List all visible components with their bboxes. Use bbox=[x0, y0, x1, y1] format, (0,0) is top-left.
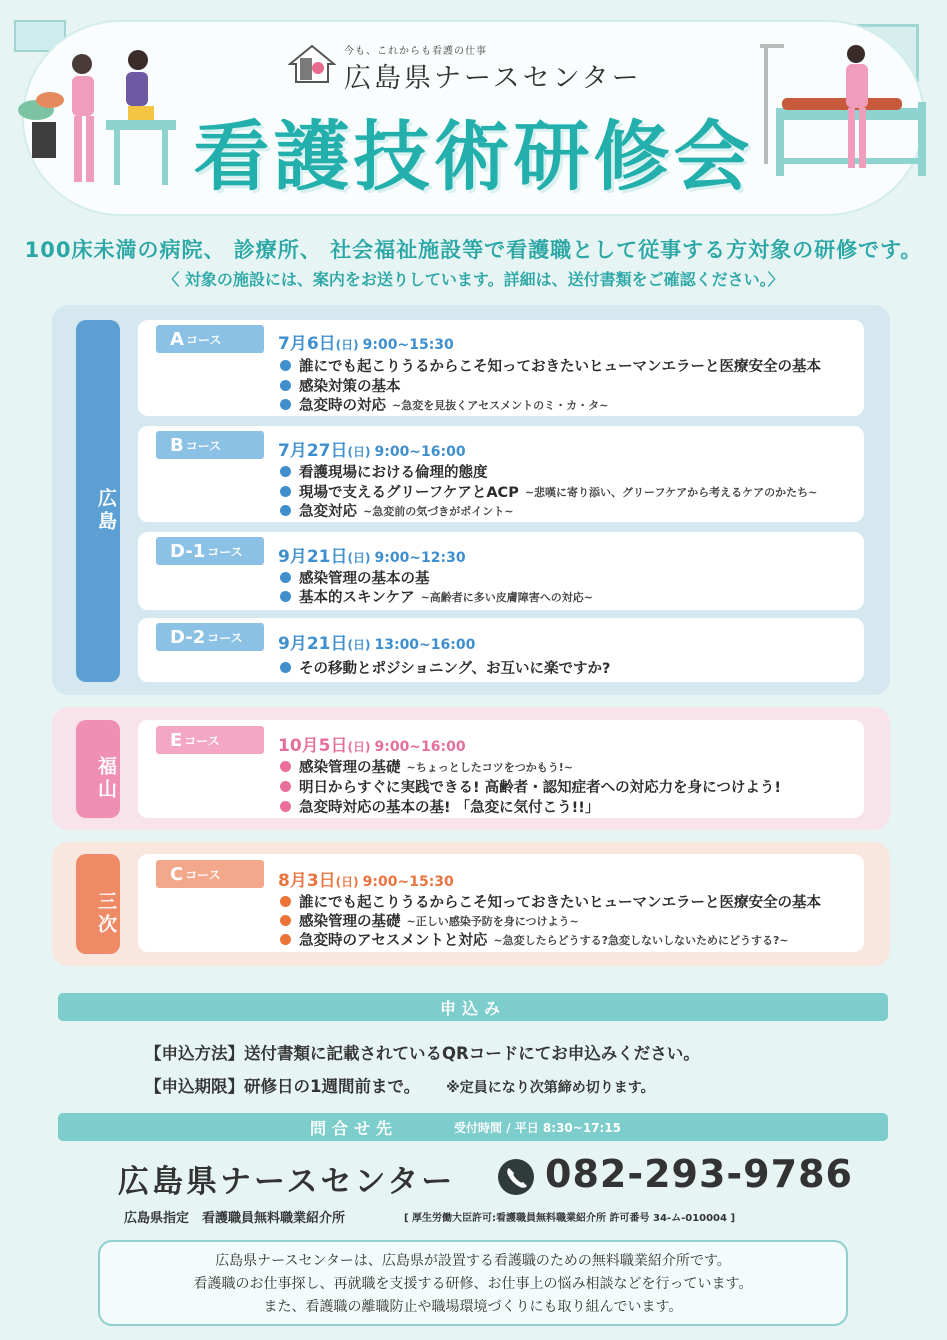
day-text: (日) bbox=[347, 638, 371, 652]
course-badge-name: D-1 bbox=[170, 540, 206, 562]
date-text: 9月21日 bbox=[278, 547, 348, 567]
course-item bbox=[280, 796, 599, 817]
course-badge-name: C bbox=[170, 863, 184, 885]
bullet-icon bbox=[280, 781, 291, 792]
course-badge-suffix: コース bbox=[185, 438, 222, 453]
application-heading: 申込み bbox=[58, 993, 888, 1021]
time-text: 9:00~15:30 bbox=[362, 337, 454, 353]
course-badge-c bbox=[156, 860, 264, 888]
org-name: 広島県ナースセンター bbox=[344, 63, 642, 94]
bullet-icon bbox=[280, 662, 291, 673]
date-text: 7月6日 bbox=[278, 334, 336, 354]
bullet-icon bbox=[280, 896, 291, 907]
page-title: 看護技術研修会 bbox=[193, 112, 754, 201]
date-text: 10月5日 bbox=[278, 736, 348, 756]
item-text: 基本的スキンケア bbox=[299, 590, 415, 606]
course-date-d1 bbox=[278, 542, 466, 567]
time-text: 9:00~15:30 bbox=[362, 874, 454, 890]
time-text: 9:00~16:00 bbox=[374, 444, 466, 460]
day-text: (日) bbox=[335, 338, 359, 352]
bullet-icon bbox=[280, 934, 291, 945]
info-box bbox=[98, 1240, 848, 1326]
contact-heading bbox=[58, 1113, 888, 1141]
course-badge-b bbox=[156, 431, 264, 459]
license-number: [ 厚生労働大臣許可:看護職員無料職業紹介所 許可番号 34-ム-010004 ] bbox=[404, 1213, 736, 1224]
course-item bbox=[280, 500, 513, 521]
bullet-icon bbox=[280, 761, 291, 772]
item-text: 感染管理の基本の基 bbox=[299, 571, 430, 587]
item-text: 急変時のアセスメントと対応 bbox=[299, 933, 488, 949]
course-item bbox=[280, 910, 579, 931]
course-item bbox=[280, 355, 821, 376]
bullet-icon bbox=[280, 572, 291, 583]
item-text: 感染管理の基礎 bbox=[299, 914, 401, 930]
region-label-miyoshi: 三次 bbox=[76, 854, 120, 954]
item-note: ~ちょっとしたコツをつかもう!~ bbox=[406, 760, 573, 774]
time-text: 9:00~16:00 bbox=[374, 739, 466, 755]
bullet-icon bbox=[280, 466, 291, 477]
bullet-icon bbox=[280, 915, 291, 926]
item-text: 急変時対応の基本の基! 「急変に気付こう!!」 bbox=[299, 800, 600, 816]
designation: 広島県指定 看護職員無料職業紹介所 bbox=[124, 1211, 346, 1226]
phone-icon bbox=[497, 1158, 535, 1196]
course-badge-e bbox=[156, 726, 264, 754]
item-text: 急変時の対応 bbox=[299, 398, 386, 414]
course-date-b bbox=[278, 436, 466, 461]
notice-text: 〈 対象の施設には、案内をお送りしています。詳細は、送付書類をご確認ください。〉 bbox=[163, 270, 784, 289]
bullet-icon bbox=[280, 360, 291, 371]
course-badge-d1 bbox=[156, 537, 264, 565]
deadline-note: ※定員になり次第締め切ります。 bbox=[446, 1080, 655, 1096]
application-method: 【申込方法】送付書類に記載されているQRコードにてお申込みください。 bbox=[145, 1044, 700, 1063]
course-badge-name: E bbox=[170, 729, 183, 751]
item-note: ~急変前の気づきがポイント~ bbox=[363, 504, 514, 518]
course-badge-suffix: コース bbox=[184, 733, 220, 748]
date-text: 8月3日 bbox=[278, 871, 336, 891]
nurse-center-logo bbox=[288, 44, 336, 84]
bullet-icon bbox=[280, 505, 291, 516]
contact-phone[interactable]: 082-293-9786 bbox=[545, 1152, 853, 1196]
item-text: 感染管理の基礎 bbox=[299, 760, 401, 776]
course-badge-name: A bbox=[170, 328, 184, 350]
course-date-e bbox=[278, 731, 466, 756]
course-badge-suffix: コース bbox=[207, 544, 243, 559]
course-badge-name: B bbox=[170, 434, 184, 456]
bullet-icon bbox=[280, 591, 291, 602]
course-item bbox=[280, 567, 430, 588]
date-text: 9月21日 bbox=[278, 634, 348, 654]
course-item bbox=[280, 586, 593, 607]
course-item bbox=[280, 375, 401, 396]
contact-heading-text: 問合せ先 bbox=[310, 1118, 399, 1138]
info-line: 広島県ナースセンターは、広島県が設置する看護職のための無料職業紹介所です。 bbox=[215, 1253, 731, 1269]
course-badge-a bbox=[156, 325, 264, 353]
time-text: 13:00~16:00 bbox=[374, 637, 476, 653]
item-text: 明日からすぐに実践できる! 高齢者・認知症者への対応力を身につけよう! bbox=[299, 780, 781, 796]
contact-hours: 受付時間 / 平日 8:30~17:15 bbox=[454, 1120, 622, 1135]
bullet-icon bbox=[280, 801, 291, 812]
day-text: (日) bbox=[347, 551, 371, 565]
course-item bbox=[280, 776, 781, 797]
item-note: ~悲嘆に寄り添い、グリーフケアから考えるケアのかたち~ bbox=[524, 485, 818, 499]
item-text: 現場で支えるグリーフケアとACP bbox=[299, 485, 519, 501]
item-text: 感染対策の基本 bbox=[299, 379, 401, 395]
course-badge-d2 bbox=[156, 623, 264, 651]
item-text: 誰にでも起こりうるからこそ知っておきたいヒューマンエラーと医療安全の基本 bbox=[299, 359, 821, 375]
course-item bbox=[280, 394, 608, 415]
course-badge-suffix: コース bbox=[207, 630, 243, 645]
bullet-icon bbox=[280, 486, 291, 497]
course-date-d2 bbox=[278, 629, 475, 654]
date-text: 7月27日 bbox=[278, 441, 348, 461]
day-text: (日) bbox=[335, 875, 359, 889]
course-badge-suffix: コース bbox=[185, 867, 221, 882]
item-text: 誰にでも起こりうるからこそ知っておきたいヒューマンエラーと医療安全の基本 bbox=[299, 895, 821, 911]
item-text: 看護現場における倫理的態度 bbox=[299, 465, 488, 481]
course-date-a bbox=[278, 329, 454, 354]
course-item bbox=[280, 891, 821, 912]
item-note: ~急変を見抜くアセスメントのミ・カ・タ~ bbox=[392, 398, 609, 412]
course-item bbox=[280, 756, 573, 777]
bullet-icon bbox=[280, 380, 291, 391]
day-text: (日) bbox=[347, 740, 371, 754]
item-text: 急変対応 bbox=[299, 504, 357, 520]
course-item bbox=[280, 481, 817, 502]
time-text: 9:00~12:30 bbox=[374, 550, 466, 566]
course-item bbox=[280, 657, 610, 678]
info-line: また、看護職の離職防止や職場環境づくりにも取り組んでいます。 bbox=[263, 1299, 683, 1315]
course-date-c bbox=[278, 866, 454, 891]
target-audience-text: 100床未満の病院、 診療所、 社会福祉施設等で看護職として従事する方対象の研修です。 bbox=[24, 238, 923, 262]
region-label-hiroshima: 広島 bbox=[76, 320, 120, 682]
course-badge-name: D-2 bbox=[170, 626, 206, 648]
day-text: (日) bbox=[347, 445, 371, 459]
item-note: ~正しい感染予防を身につけよう~ bbox=[406, 914, 579, 928]
contact-org: 広島県ナースセンター bbox=[118, 1164, 456, 1200]
course-badge-suffix: コース bbox=[185, 332, 222, 347]
item-note: ~急変したらどうする?急変しないしないためにどうする?~ bbox=[493, 933, 789, 947]
item-text: その移動とポジショニング、お互いに楽ですか? bbox=[299, 661, 611, 677]
tagline: 今も、これからも看護の仕事 bbox=[344, 46, 487, 57]
application-deadline bbox=[145, 1073, 655, 1097]
info-line: 看護職のお仕事探し、再就職を支援する研修、お仕事上の悩み相談などを行っています。 bbox=[193, 1276, 753, 1292]
item-note: ~高齢者に多い皮膚障害への対応~ bbox=[420, 590, 594, 604]
deadline-text: 【申込期限】研修日の1週間前まで。 bbox=[145, 1077, 421, 1096]
course-item bbox=[280, 461, 488, 482]
region-label-fukuyama: 福山 bbox=[76, 720, 120, 818]
bullet-icon bbox=[280, 399, 291, 410]
course-item bbox=[280, 929, 789, 950]
